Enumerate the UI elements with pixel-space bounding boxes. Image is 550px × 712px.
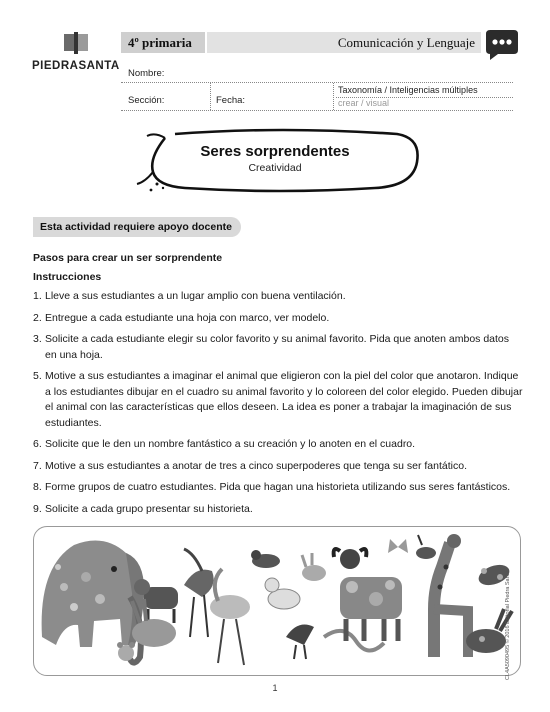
small-bird-icon	[251, 550, 280, 568]
instruction-text: Solicite que le den un nombre fantástico a su creación y lo anoten en el cuadro.	[45, 438, 416, 450]
bird-icon	[184, 549, 214, 637]
instruction-text: Solicite a cada grupo presentar su historieta.	[45, 502, 253, 515]
speech-bubble-icon	[484, 26, 520, 62]
instruction-item	[33, 459, 523, 475]
snake-icon	[324, 631, 384, 651]
instruction-number: 1.	[33, 290, 42, 302]
field-divider	[333, 83, 334, 110]
parrot-icon	[416, 535, 436, 559]
page-number: 1	[272, 683, 278, 693]
instruction-item	[33, 437, 523, 453]
taxonomy-label: Taxonomía / Inteligencias múltiples	[338, 85, 478, 95]
instruction-text: Solicite a cada estudiante elegir su color favorito y su animal favorito. Pida que anoten ambos datos en una hoja.	[45, 333, 510, 361]
instruction-item	[33, 480, 523, 496]
section-label: Sección:	[128, 95, 165, 106]
publisher-logo-text: PIEDRASANTA	[32, 60, 120, 72]
name-label: Nombre:	[128, 68, 165, 79]
field-divider	[210, 83, 211, 110]
instruction-item	[33, 502, 523, 518]
instruction-item	[33, 311, 523, 327]
crow-icon	[286, 625, 314, 659]
duck-icon	[265, 578, 300, 609]
ram-icon	[334, 549, 367, 569]
instruction-text: Forme grupos de cuatro estudiantes. Pida que hagan una historieta utilizando sus seres fantásticos.	[45, 481, 511, 493]
instruction-number: 6.	[33, 438, 42, 450]
instruction-item	[33, 369, 523, 431]
instruction-number: 3.	[33, 333, 42, 345]
activity-title: Seres sorprendentes	[200, 143, 350, 160]
instruction-number: 5.	[33, 370, 42, 382]
instruction-text: Motive a sus estudiantes a imaginar el animal que eligieron con la piel del color que anotaron. Indique a los estudiantes dibujar en el cuadro su animal favorito y lo coloreen del color elegido. Pueden dibujar el animal con las características que ellos deseen. La idea es poner a trabajar la imaginación de sus estudiantes.	[45, 370, 523, 429]
instruction-number: 7.	[33, 459, 42, 472]
title-frame-decoration	[135, 128, 425, 194]
elephant-icon	[42, 541, 145, 663]
teacher-support-note: Esta actividad requiere apoyo docente	[40, 221, 232, 233]
instruction-number: 8.	[33, 481, 42, 493]
taxonomy-value: crear / visual	[338, 98, 390, 108]
instruction-text: Lleve a sus estudiantes a un lugar amplio con buena ventilación.	[45, 290, 346, 302]
rabbit-icon	[302, 553, 326, 581]
instruction-text: Entregue a cada estudiante una hoja con marco, ver modelo.	[45, 311, 330, 324]
butterfly-icon	[388, 539, 408, 553]
instruction-item	[33, 332, 523, 363]
cow-icon	[340, 577, 402, 641]
activity-subtitle: Creatividad	[248, 162, 302, 174]
subject-label: Comunicación y Lenguaje	[337, 35, 475, 50]
instructions-list	[33, 289, 523, 523]
section-field-line	[121, 110, 513, 111]
copyright-credit: CL4A5090495 © 2016 Editorial Piedra Santa	[505, 570, 511, 680]
giraffe-icon	[434, 534, 468, 657]
instruction-text: Motive a sus estudiantes a anotar de tres a cinco superpoderes que tenga su ser fantático.	[45, 459, 468, 472]
steps-heading: Pasos para crear un ser sorprendente	[33, 252, 223, 264]
instruction-number: 9.	[33, 502, 42, 515]
grade-label: 4º primaria	[128, 35, 192, 50]
instruction-item	[33, 289, 523, 305]
name-field-line	[121, 82, 513, 83]
heron-icon	[210, 569, 250, 665]
date-label: Fecha:	[216, 95, 246, 106]
animals-illustration	[33, 526, 521, 676]
instruction-number: 2.	[33, 311, 42, 324]
animals-illustration-drawing	[34, 527, 520, 675]
book-logo-icon	[62, 32, 90, 54]
instructions-heading: Instrucciones	[33, 271, 102, 283]
